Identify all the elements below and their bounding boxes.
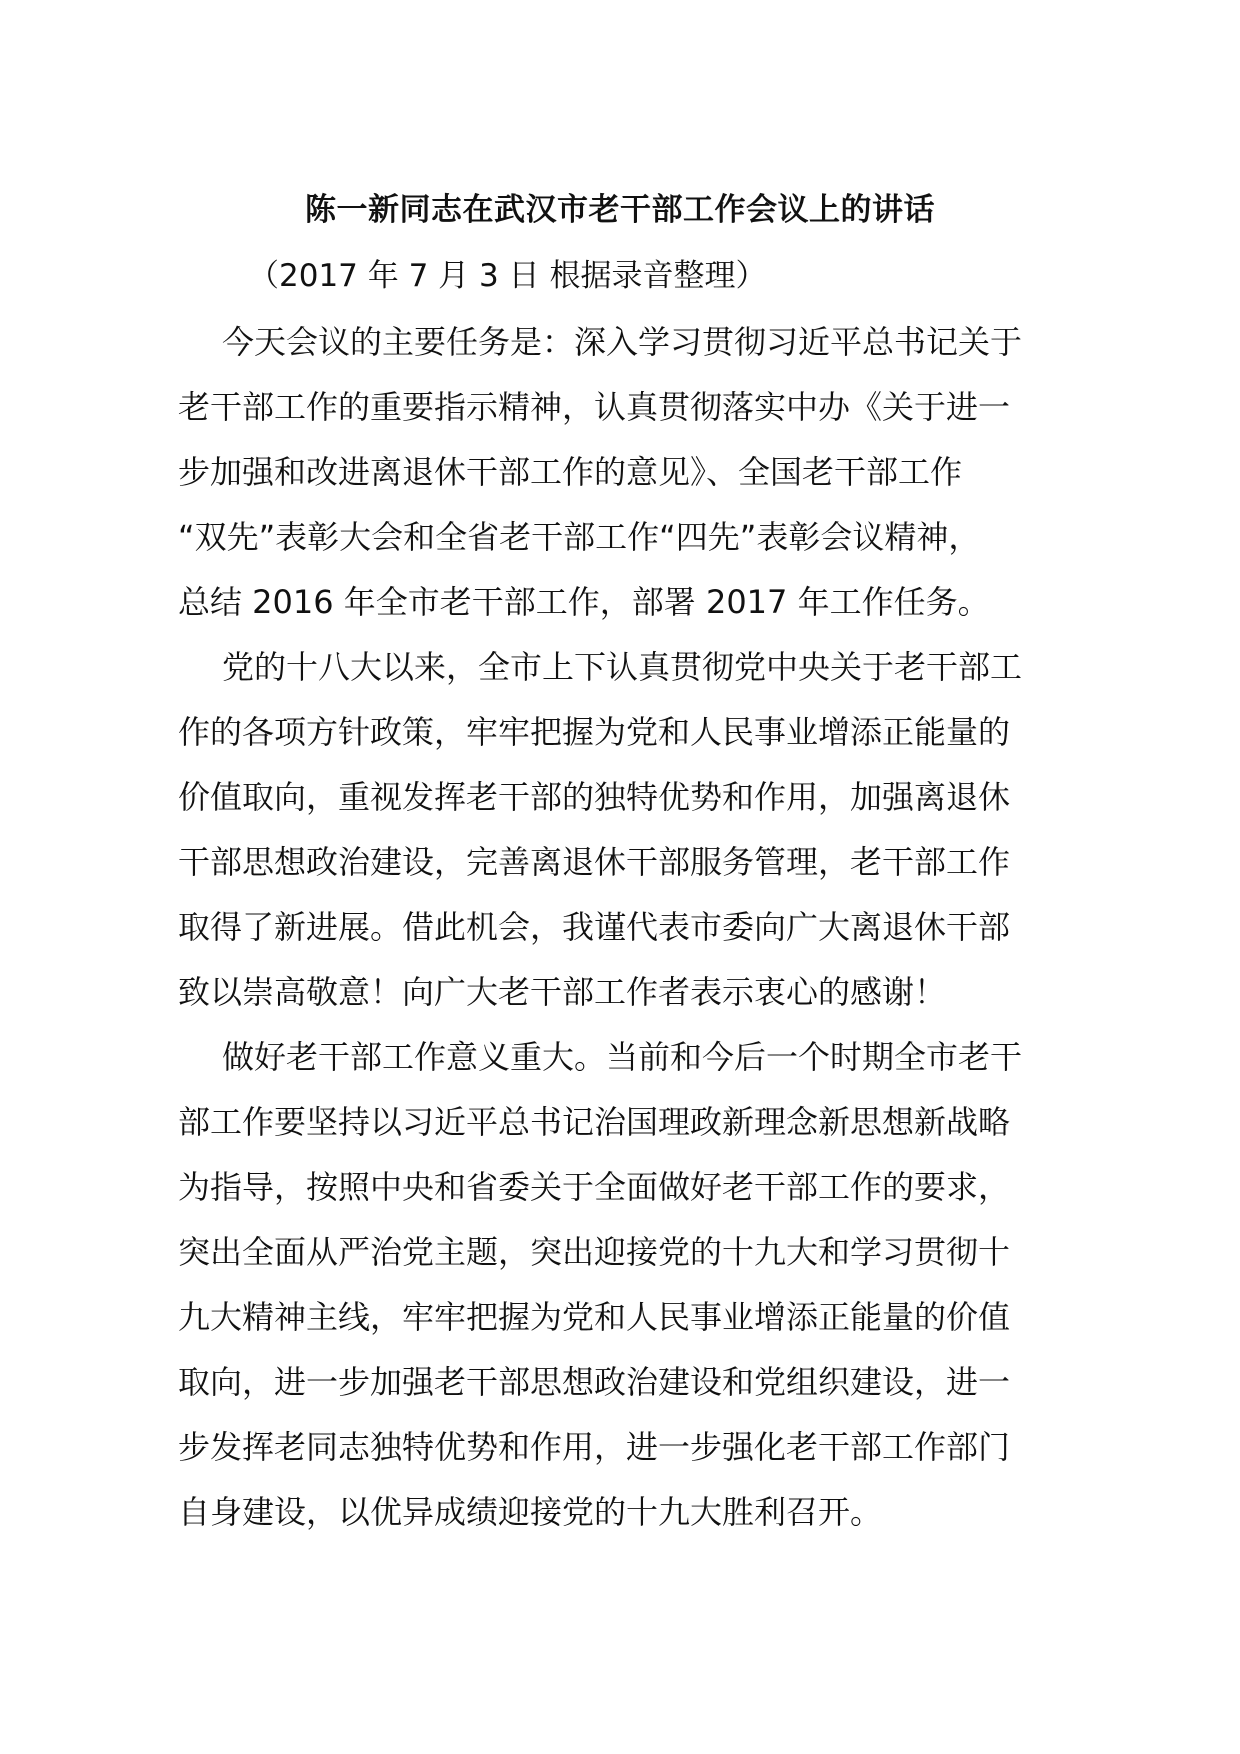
paragraph-line: 干部思想政治建设，完善离退休干部服务管理，老干部工作 [178,843,1011,881]
paragraph-line: “双先”表彰大会和全省老干部工作“四先”表彰会议精神， [178,518,981,556]
paragraph-line: 老干部工作的重要指示精神，认真贯彻落实中办《关于进一 [178,388,1011,426]
paragraph-line: 部工作要坚持以习近平总书记治国理政新理念新思想新战略 [178,1103,1011,1141]
paragraph-line: 做好老干部工作意义重大。当前和今后一个时期全市老干 [222,1038,1023,1076]
document-body [178,310,1078,1545]
paragraph-line: 步发挥老同志独特优势和作用，进一步强化老干部工作部门 [178,1428,1011,1466]
paragraph-line: 九大精神主线，牢牢把握为党和人民事业增添正能量的价值 [178,1298,1011,1336]
paragraph-line: 致以崇高敬意！向广大老干部工作者表示衷心的感谢！ [178,973,947,1011]
paragraph-line: 总结 2016 年全市老干部工作，部署 2017 年工作任务。 [178,583,990,621]
paragraph-1 [178,310,1078,635]
paragraph-line: 为指导，按照中央和省委关于全面做好老干部工作的要求， [178,1168,1011,1206]
paragraph-line: 突出全面从严治党主题，突出迎接党的十九大和学习贯彻十 [178,1233,1011,1271]
paragraph-3 [178,1025,1078,1545]
paragraph-line: 今天会议的主要任务是：深入学习贯彻习近平总书记关于 [222,323,1023,361]
paragraph-line: 党的十八大以来，全市上下认真贯彻党中央关于老干部工 [222,648,1023,686]
paragraph-2 [178,635,1078,1025]
paragraph-line: 价值取向，重视发挥老干部的独特优势和作用，加强离退休 [178,778,1011,816]
page-title: 陈一新同志在武汉市老干部工作会议上的讲话 [305,192,935,228]
paragraph-line: 取得了新进展。借此机会，我谨代表市委向广大离退休干部 [178,908,1011,946]
paragraph-line: 自身建设，以优异成绩迎接党的十九大胜利召开。 [178,1493,883,1531]
paragraph-line: 取向，进一步加强老干部思想政治建设和党组织建设，进一 [178,1363,1011,1401]
paragraph-line: 步加强和改进离退休干部工作的意见》、全国老干部工作 [178,453,963,491]
page-subtitle: （2017 年 7 月 3 日 根据录音整理） [248,258,767,294]
paragraph-line: 作的各项方针政策，牢牢把握为党和人民事业增添正能量的 [178,713,1011,751]
